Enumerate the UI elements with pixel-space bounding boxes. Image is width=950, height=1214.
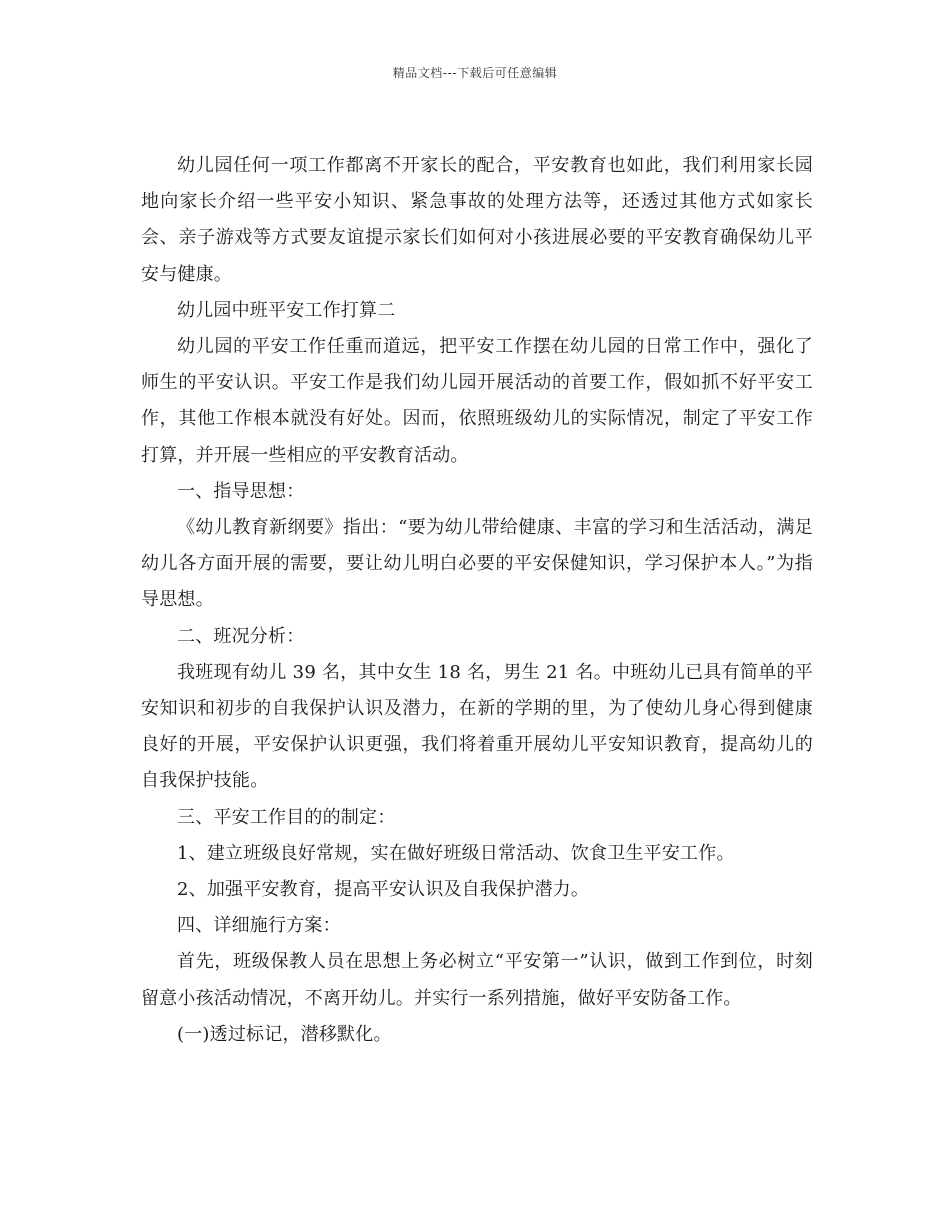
paragraph-implementation: 首先，班级保教人员在思想上务必树立“平安第一”认识，做到工作到位，时刻留意小孩活动情况，不离开幼儿。并实行一系列措施，做好平安防备工作。 [141, 951, 813, 1009]
subheading-signs: (一)透过标记，潜移默化。 [177, 1023, 392, 1045]
document-body [141, 148, 813, 1053]
paragraph-guiding-ideology: 《幼儿教育新纲要》指出：“要为幼儿带给健康、丰富的学习和生活活动，满足幼儿各方面开展的需要，要让幼儿明白必要的平安保健知识，学习保护本人。”为指导思想。 [141, 517, 813, 611]
goal-item-1: 1、建立班级良好常规，实在做好班级日常活动、饮食卫生平安工作。 [177, 842, 735, 864]
heading-implementation-plan: 四、详细施行方案： [177, 915, 341, 937]
paragraph-parent-cooperation: 幼儿园任何一项工作都离不开家长的配合，平安教育也如此，我们利用家长园地向家长介绍一些平安小知识、紧急事故的处理方法等，还透过其他方式如家长会、亲子游戏等方式要友谊提示家长们如何对小孩进展必要的平安教育确保幼儿平安与健康。 [141, 155, 813, 285]
paragraph-class-analysis: 我班现有幼儿 39 名，其中女生 18 名，男生 21 名。中班幼儿已具有简单的平安知识和初步的自我保护认识及潜力，在新的学期的里，为了使幼儿身心得到健康良好的开展，平安保护认识更强，我们将着重开展幼儿平安知识教育，提高幼儿的自我保护技能。 [141, 661, 813, 792]
section-title-plan-two: 幼儿园中班平安工作打算二 [177, 299, 396, 321]
paragraph-safety-work-intro: 幼儿园的平安工作任重而道远，把平安工作摆在幼儿园的日常工作中，强化了师生的平安认识。平安工作是我们幼儿园开展活动的首要工作，假如抓不好平安工作，其他工作根本就没有好处。因而，依照班级幼儿的实际情况，制定了平安工作打算，并开展一些相应的平安教育活动。 [141, 336, 813, 466]
goal-item-2: 2、加强平安教育，提高平安认识及自我保护潜力。 [177, 879, 590, 901]
heading-class-analysis: 二、班况分析： [177, 625, 305, 647]
heading-guiding-ideology: 一、指导思想： [177, 480, 305, 502]
heading-safety-goals: 三、平安工作目的的制定： [177, 806, 396, 828]
page-header: 精品文档---下载后可任意编辑 [392, 66, 558, 80]
